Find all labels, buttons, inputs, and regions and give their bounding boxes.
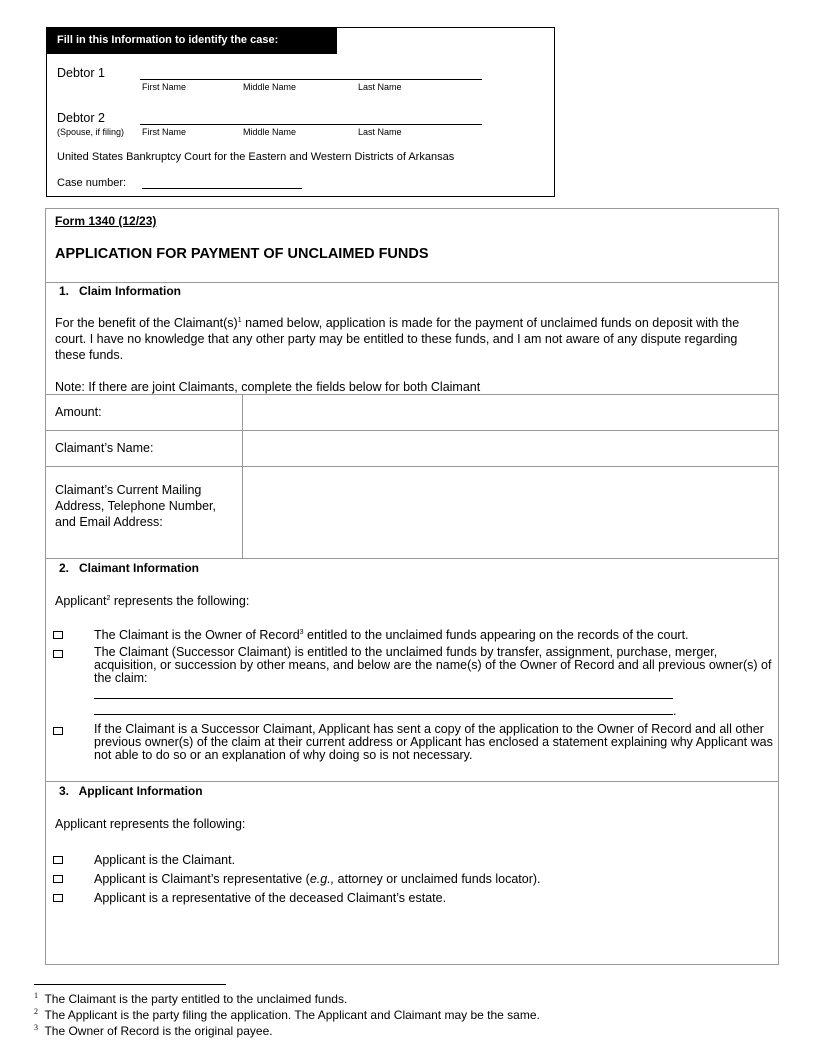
application-form [45,208,779,965]
applicant-is-representative-option [94,871,541,887]
claimant-name-field[interactable] [243,431,779,466]
divider [46,558,778,559]
owner-names-line-2[interactable] [94,714,673,715]
footnote-text: The Claimant is the party entitled to the unclaimed funds. [44,992,348,1006]
section1-paragraph [55,315,770,363]
divider [46,282,778,283]
footnote-text: The Owner of Record is the original payee. [44,1024,273,1038]
amount-label: Amount: [55,405,102,419]
debtor2-sublabel: (Spouse, if filing) [57,127,125,137]
footnote-ref: 2 [106,594,111,602]
footnote-number: 2 [34,1007,38,1016]
joint-claimant-note: Note: If there are joint Claimants, complete the fields below for both Claimant [55,380,481,394]
claimant-address-label: Claimant’s Current Mailing Address, Telephone Number, and Email Address: [55,483,216,529]
applicant-is-estate-rep-option: Applicant is a representative of the deceased Claimant’s estate. [94,891,447,905]
option-text: Applicant is Claimant’s representative ( [94,872,310,886]
para-text: named below, application is made for the payment of unclaimed funds on deposit with the court. I have no knowledge that any other party may be entitled to these funds, and I am not aware of any dispute regarding these funds. [55,316,740,362]
debtor1-name-field[interactable] [140,79,482,80]
section2-heading: 2. Claimant Information [59,561,200,575]
section2-intro [55,593,249,609]
owner-of-record-checkbox[interactable] [53,631,63,639]
footnote-ref: 1 [237,316,242,324]
debtor1-label: Debtor 1 [57,66,105,80]
case-identification-box [46,27,555,197]
case-number-field[interactable] [142,188,302,189]
owner-of-record-option [94,627,774,643]
section3-heading: 3. Applicant Information [59,784,203,798]
successor-notice-checkbox[interactable] [53,727,63,735]
footnote-3 [34,1024,273,1038]
para-text: For the benefit of the Claimant(s) [55,316,238,330]
debtor2-label: Debtor 2 [57,111,105,125]
debtor2-middle-name-caption: Middle Name [243,127,297,137]
option-text: The Claimant is the Owner of Record [94,628,300,642]
form-id: Form 1340 (12/23) [55,214,157,228]
successor-notice-option: If the Claimant is a Successor Claimant, Applicant has sent a copy of the application to the Owner of Record and all other previous owner(s) of the claim at their current address or Applicant has enclosed a statement explaining why Applicant was not able to do so or an explanation of why doing so is not necessary. [94,722,773,762]
footnote-divider [34,984,226,985]
section3-intro: Applicant represents the following: [55,817,246,831]
divider [46,781,778,782]
footnote-ref: 3 [299,628,304,636]
intro-text: Applicant [55,594,107,608]
option-text: attorney or unclaimed funds locator). [334,872,541,886]
footnote-2 [34,1008,540,1022]
applicant-is-estate-rep-checkbox[interactable] [53,894,63,902]
amount-field[interactable] [243,395,779,430]
claimant-name-label: Claimant’s Name: [55,441,154,455]
option-text: entitled to the unclaimed funds appearing on the records of the court. [303,628,689,642]
debtor2-name-field[interactable] [140,124,482,125]
intro-text: represents the following: [110,594,250,608]
case-number-label: Case number: [57,177,127,189]
column-divider [242,394,243,558]
applicant-is-claimant-checkbox[interactable] [53,856,63,864]
claimant-address-field[interactable] [243,467,779,558]
option-text-italic: e.g., [309,872,335,886]
debtor1-middle-name-caption: Middle Name [243,82,297,92]
debtor2-last-name-caption: Last Name [358,127,402,137]
applicant-is-representative-checkbox[interactable] [53,875,63,883]
case-banner: Fill in this Information to identify the case: [47,28,337,54]
applicant-is-claimant-option: Applicant is the Claimant. [94,853,236,867]
court-name: United States Bankruptcy Court for the Eastern and Western Districts of Arkansas [57,151,455,163]
footnote-number: 1 [34,991,38,1000]
owner-names-period: . [673,704,677,718]
footnote-number: 3 [34,1023,38,1032]
footnote-text: The Applicant is the party filing the application. The Applicant and Claimant may be the same. [44,1008,540,1022]
debtor1-first-name-caption: First Name [142,82,187,92]
successor-claimant-checkbox[interactable] [53,650,63,658]
debtor2-first-name-caption: First Name [142,127,187,137]
owner-names-line-1[interactable] [94,698,673,699]
section1-heading: 1. Claim Information [59,284,182,298]
form-title: APPLICATION FOR PAYMENT OF UNCLAIMED FUNDS [55,246,429,262]
debtor1-last-name-caption: Last Name [358,82,402,92]
footnote-1 [34,992,347,1006]
successor-claimant-option: The Claimant (Successor Claimant) is entitled to the unclaimed funds by transfer, assignment, purchase, merger, acquisition, or succession by other means, and below are the name(s) of the Owner of Record and all previous owner(s) of the claim: [94,645,772,685]
